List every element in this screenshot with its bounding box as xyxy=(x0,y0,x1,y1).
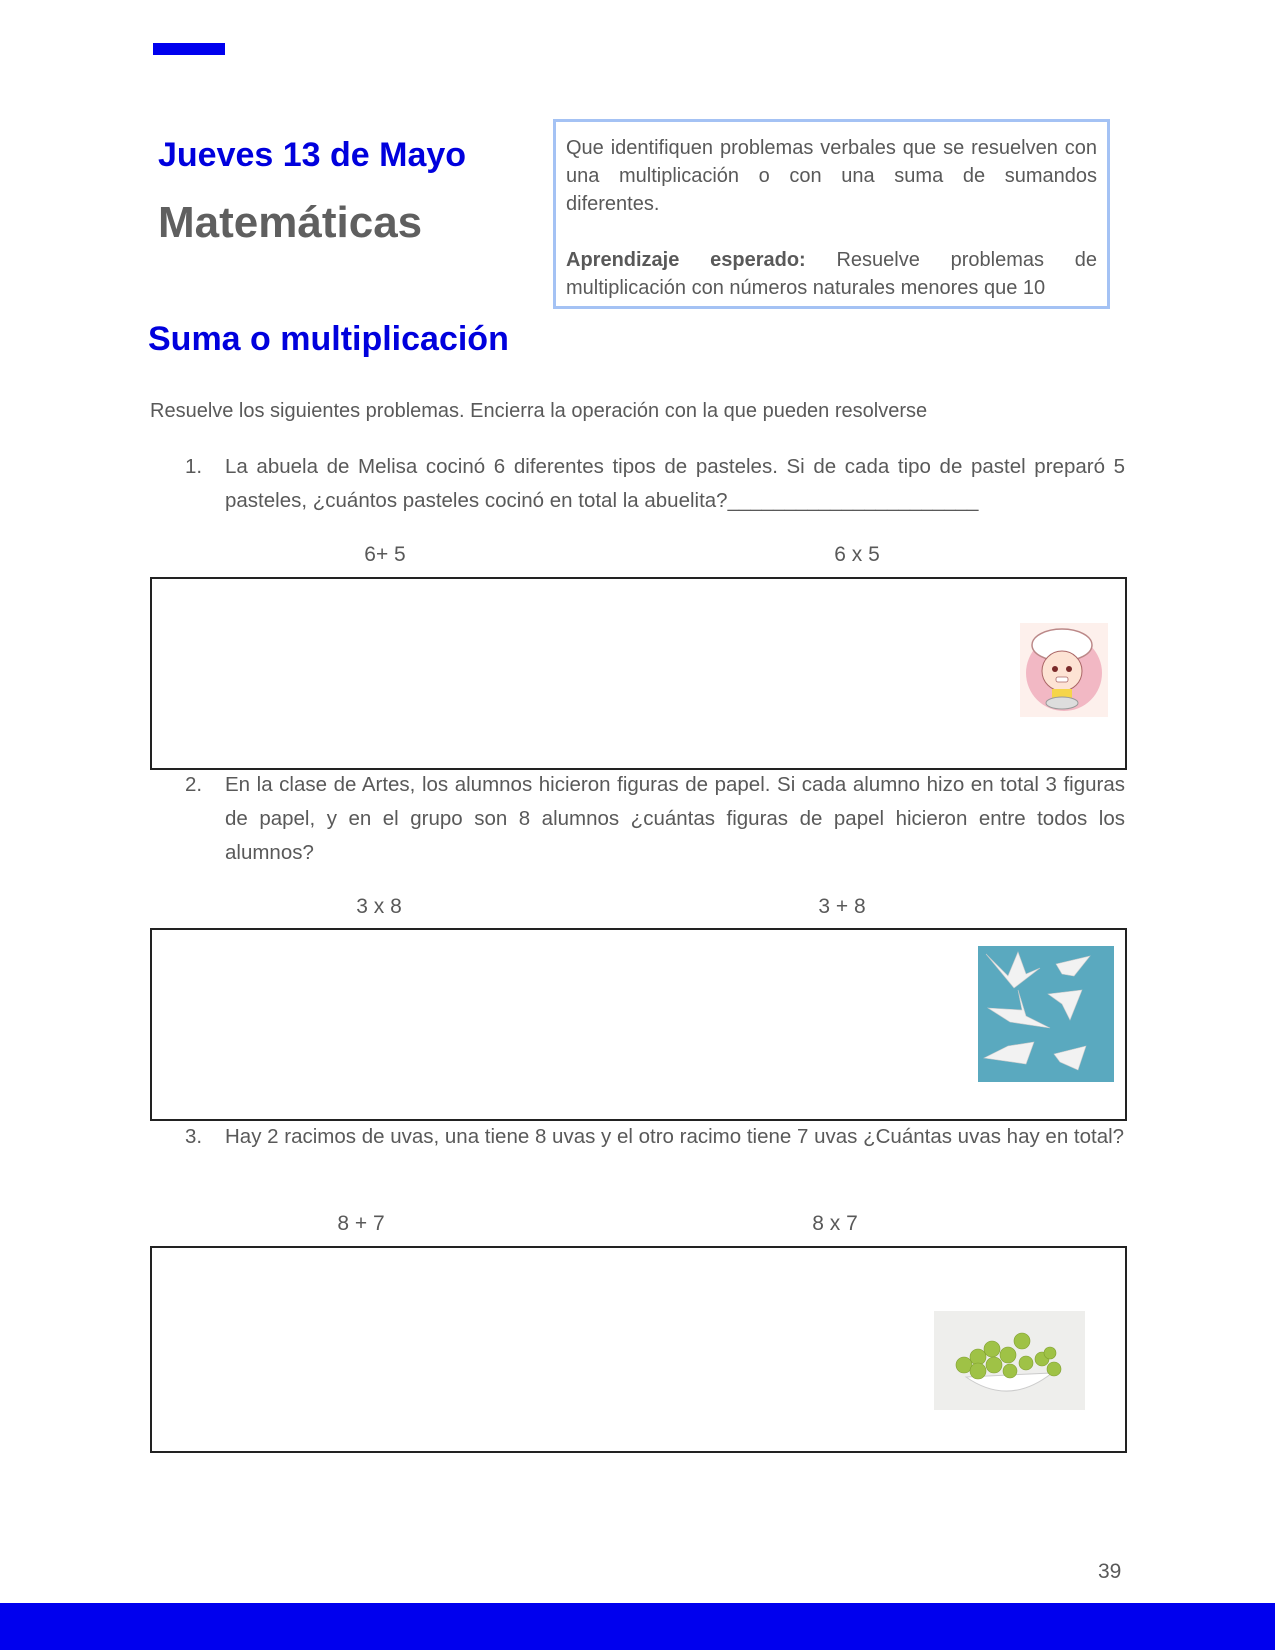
problem-number: 1. xyxy=(185,455,203,478)
bottom-accent-bar xyxy=(0,1603,1275,1650)
learning-expected xyxy=(566,246,1097,302)
learning-label: Aprendizaje esperado: xyxy=(566,249,806,271)
problem-text: Hay 2 racimos de uvas, una tiene 8 uvas y el otro racimo tiene 7 uvas ¿Cuántas uvas hay en total? xyxy=(225,1125,1125,1148)
problem-3 xyxy=(185,1120,1125,1154)
origami-birds-image xyxy=(978,946,1114,1082)
grapes-bowl-image xyxy=(934,1311,1085,1410)
section-title: Suma o multiplicación xyxy=(148,320,509,358)
option-b[interactable]: 3 + 8 xyxy=(818,895,866,918)
problem-2 xyxy=(185,768,1125,870)
problem-1 xyxy=(185,450,1125,518)
problem-number: 3. xyxy=(185,1125,203,1148)
instruction: Resuelve los siguientes problemas. Encierra la operación con la que pueden resolverse xyxy=(150,400,928,422)
learning-text: Resuelve problemas de multiplicación con números naturales menores que 10 xyxy=(566,249,1097,299)
problem-number: 2. xyxy=(185,773,203,796)
objective-text: Que identifiquen problemas verbales que se resuelven con una multiplicación o con una suma de sumandos diferentes. xyxy=(566,137,1097,215)
option-a[interactable]: 8 + 7 xyxy=(337,1212,385,1235)
answer-box[interactable] xyxy=(150,577,1127,770)
answer-box[interactable] xyxy=(150,1246,1127,1453)
problem-text: En la clase de Artes, los alumnos hicieron figuras de papel. Si cada alumno hizo en total 3 figuras de papel, y en el grupo son 8 alumnos ¿cuántas figuras de papel hicieron entre todos los alumnos? xyxy=(225,773,1125,864)
option-a[interactable]: 6+ 5 xyxy=(364,543,406,566)
option-b[interactable]: 8 x 7 xyxy=(812,1212,858,1235)
option-a[interactable]: 3 x 8 xyxy=(356,895,402,918)
answer-box[interactable] xyxy=(150,928,1127,1121)
chef-girl-image xyxy=(1020,623,1108,717)
date-heading: Jueves 13 de Mayo xyxy=(158,136,467,174)
top-accent-bar xyxy=(153,43,225,55)
subject-title: Matemáticas xyxy=(158,198,423,247)
option-b[interactable]: 6 x 5 xyxy=(834,543,880,566)
objective-box xyxy=(553,119,1110,309)
problem-text: La abuela de Melisa cocinó 6 diferentes tipos de pasteles. Si de cada tipo de pastel preparó 5 pasteles, ¿cuántos pasteles cocinó en total la abuelita?______________________ xyxy=(225,455,1125,512)
page-number: 39 xyxy=(1098,1560,1122,1583)
